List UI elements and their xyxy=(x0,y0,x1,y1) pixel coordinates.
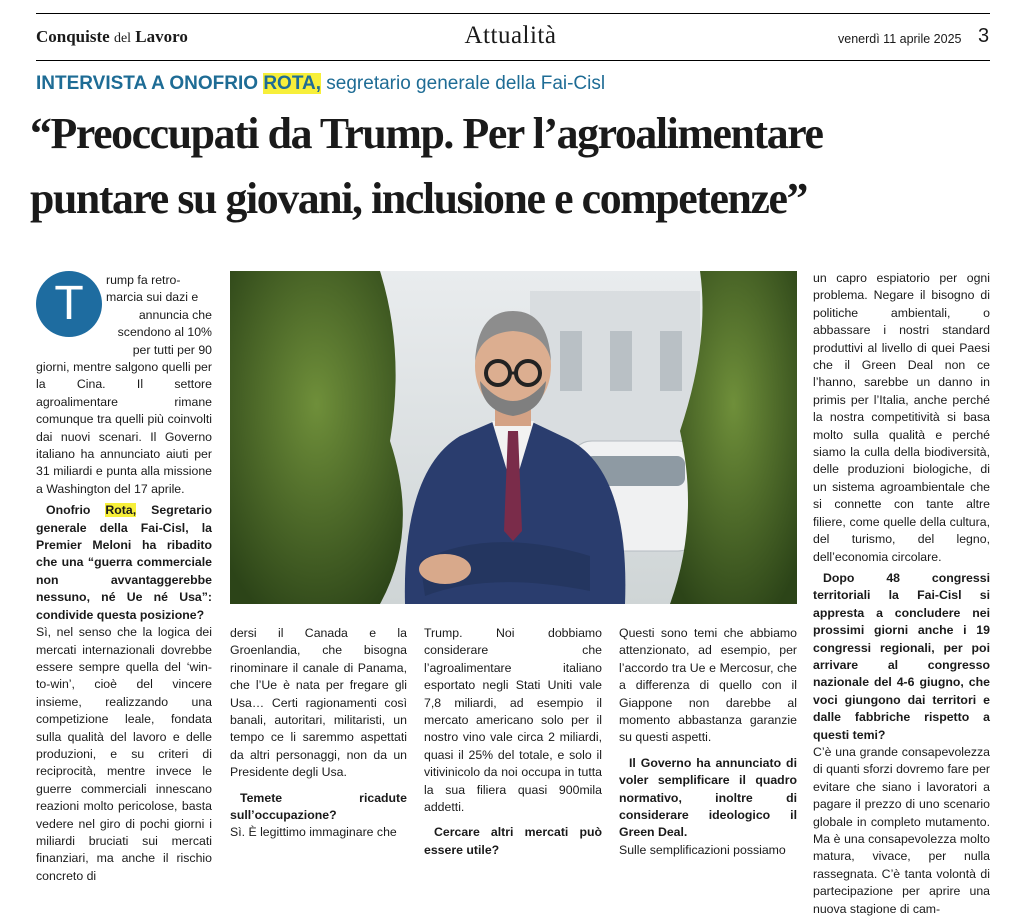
section-title: Attualità xyxy=(464,22,557,49)
answer-5: C’è una grande consapevolezza di quanti sforzi dovremo fare per evitare che siano i lavoratori a pagare il prezzo di uno scenario globale in completo mutamento. Ma è una consapevolezza molto matura, vivace, per nulla rassegnata. C’è tanta volontà di partecipazione per aprire una nuova stagione di cam- xyxy=(813,744,990,916)
q1-pre: Onofrio xyxy=(46,503,106,518)
intro-text: giorni, mentre salgono quelli per la Cina. Il settore agroalimentare rimane comunque tra quelli più coinvolti dai nuovi scenari. Il Governo italiano ha annunciato aiuti per 31 miliardi e punta alla missione a Washington del 17 aprile. xyxy=(36,360,212,496)
answer-4-cont: un capro espiatorio per ogni problema. Negare il bisogno di politiche ambientali, o abbassare i nostri standard produttivi al livello di quei Paesi che il Green Deal non ce l’hanno, sarebbe un danno in primis per l’Italia, anche perché la nostra competitività si basa molto sulla qualità e perché siamo la culla della biodiversità, delle produzioni biologiche, di un sistema agroambientale che si connette con tante altre filiere, come quelle della cultura, del turismo, del legno, dell’economia circolare. xyxy=(813,271,990,564)
q1-name: Rota, xyxy=(105,503,137,518)
column-4 xyxy=(619,625,797,859)
question-3: Cercare altri mercati può essere utile? xyxy=(424,825,602,857)
top-rule xyxy=(36,13,990,14)
column-5 xyxy=(813,270,990,918)
q1-rest: Segretario generale della Fai-Cisl, la Premier Meloni ha ribadito che una “guerra commerciale non avvantaggerebbe nessuno, né Ue né Usa”: condivide questa posizione? xyxy=(36,503,212,622)
kicker-role: segretario generale della Fai-Cisl xyxy=(321,73,606,94)
kicker xyxy=(36,73,605,95)
column-2 xyxy=(230,625,407,842)
kicker-prefix: INTERVISTA A ONOFRIO xyxy=(36,73,259,94)
dropcap: T xyxy=(36,271,102,337)
intro-line-2: marcia sui dazi e xyxy=(106,290,199,305)
intro-line-5: per tutti per 90 xyxy=(132,342,212,357)
portrait-illustration xyxy=(230,271,797,604)
question-5: Dopo 48 congressi territoriali la Fai-Cisl si appresta a concludere nei prossimi giorni anche i 19 congressi regionali, per poi arrivare al congresso nazionale del 4-6 giugno, che voci giungono dai territori e dalle fabbriche rispetto a questi temi? xyxy=(813,570,990,742)
column-1 xyxy=(36,359,212,885)
answer-1: Sì, nel senso che la logica dei mercati internazionali dovrebbe essere sempre quella del ‘win-to-win’, cioè del vincere insieme, realizzando una competizione leale, fondata sulla qualità del lavoro e delle produzioni, e su criteri di reciprocità, mentre invece le guerre commerciali innescano reazioni molto pericolose, basta vedere nel giro di pochi giorni i miliardi bruciati sui mercati finanziari, ma anche il rischio concreto di xyxy=(36,625,212,883)
intro-lines xyxy=(106,272,212,359)
header-rule xyxy=(36,60,990,61)
headline-line-2: puntare su giovani, inclusione e competenze” xyxy=(30,174,808,223)
question-2: Temete ricadute sull’occupazione? xyxy=(230,790,407,823)
answer-2-cont: Trump. Noi dobbiamo considerare che l’agroalimentare italiano esportato negli Stati Uniti vale 7,8 miliardi, ad esempio il mercato americano solo per il nostro vino vale circa 2 miliardi, quasi il 25% del totale, e solo il vitivinicolo da noi occupa in tutta la sua filiera quasi 900mila addetti. xyxy=(424,626,602,815)
page-number: 3 xyxy=(978,25,990,47)
kicker-name: ROTA, xyxy=(263,73,322,94)
column-3 xyxy=(424,625,602,859)
interview-photo xyxy=(230,271,797,604)
masthead-a: Conquiste xyxy=(36,27,110,46)
masthead-del: del xyxy=(113,31,132,46)
question-1 xyxy=(36,502,212,624)
answer-3-cont: Questi sono temi che abbiamo attenzionato, ad esempio, per l’accordo tra Ue e Mercosur, che a differenza di quello con il Giappone non darebbe al momento abbastanza garanzie su questi aspetti. xyxy=(619,626,797,745)
headline-line-1: “Preoccupati da Trump. Per l’agroalimentare xyxy=(30,109,823,158)
intro-line-1: rump fa retro- xyxy=(106,273,181,287)
intro-line-3: annuncia che xyxy=(138,307,212,322)
answer-4: Sulle semplificazioni possiamo xyxy=(619,842,786,857)
issue-date: venerdì 11 aprile 2025 xyxy=(838,32,962,46)
masthead-b: Lavoro xyxy=(135,27,188,46)
question-4: Il Governo ha annunciato di voler semplificare il quadro normativo, inoltre di considerare ideologico il Green Deal. xyxy=(619,755,797,840)
answer-1-cont: dersi il Canada e la Groenlandia, che bisogna rinominare il canale di Panama, che l’Ue è nata per fregare gli Usa… Certi ragionamenti così banali, autoritari, militaristi, un tempo ce li saremmo aspettati da altri personaggi, non da un Presidente degli Usa. xyxy=(230,626,407,780)
intro-line-4: scendono al 10% xyxy=(117,325,212,340)
answer-2: Sì. È legittimo immaginare che xyxy=(230,825,397,840)
